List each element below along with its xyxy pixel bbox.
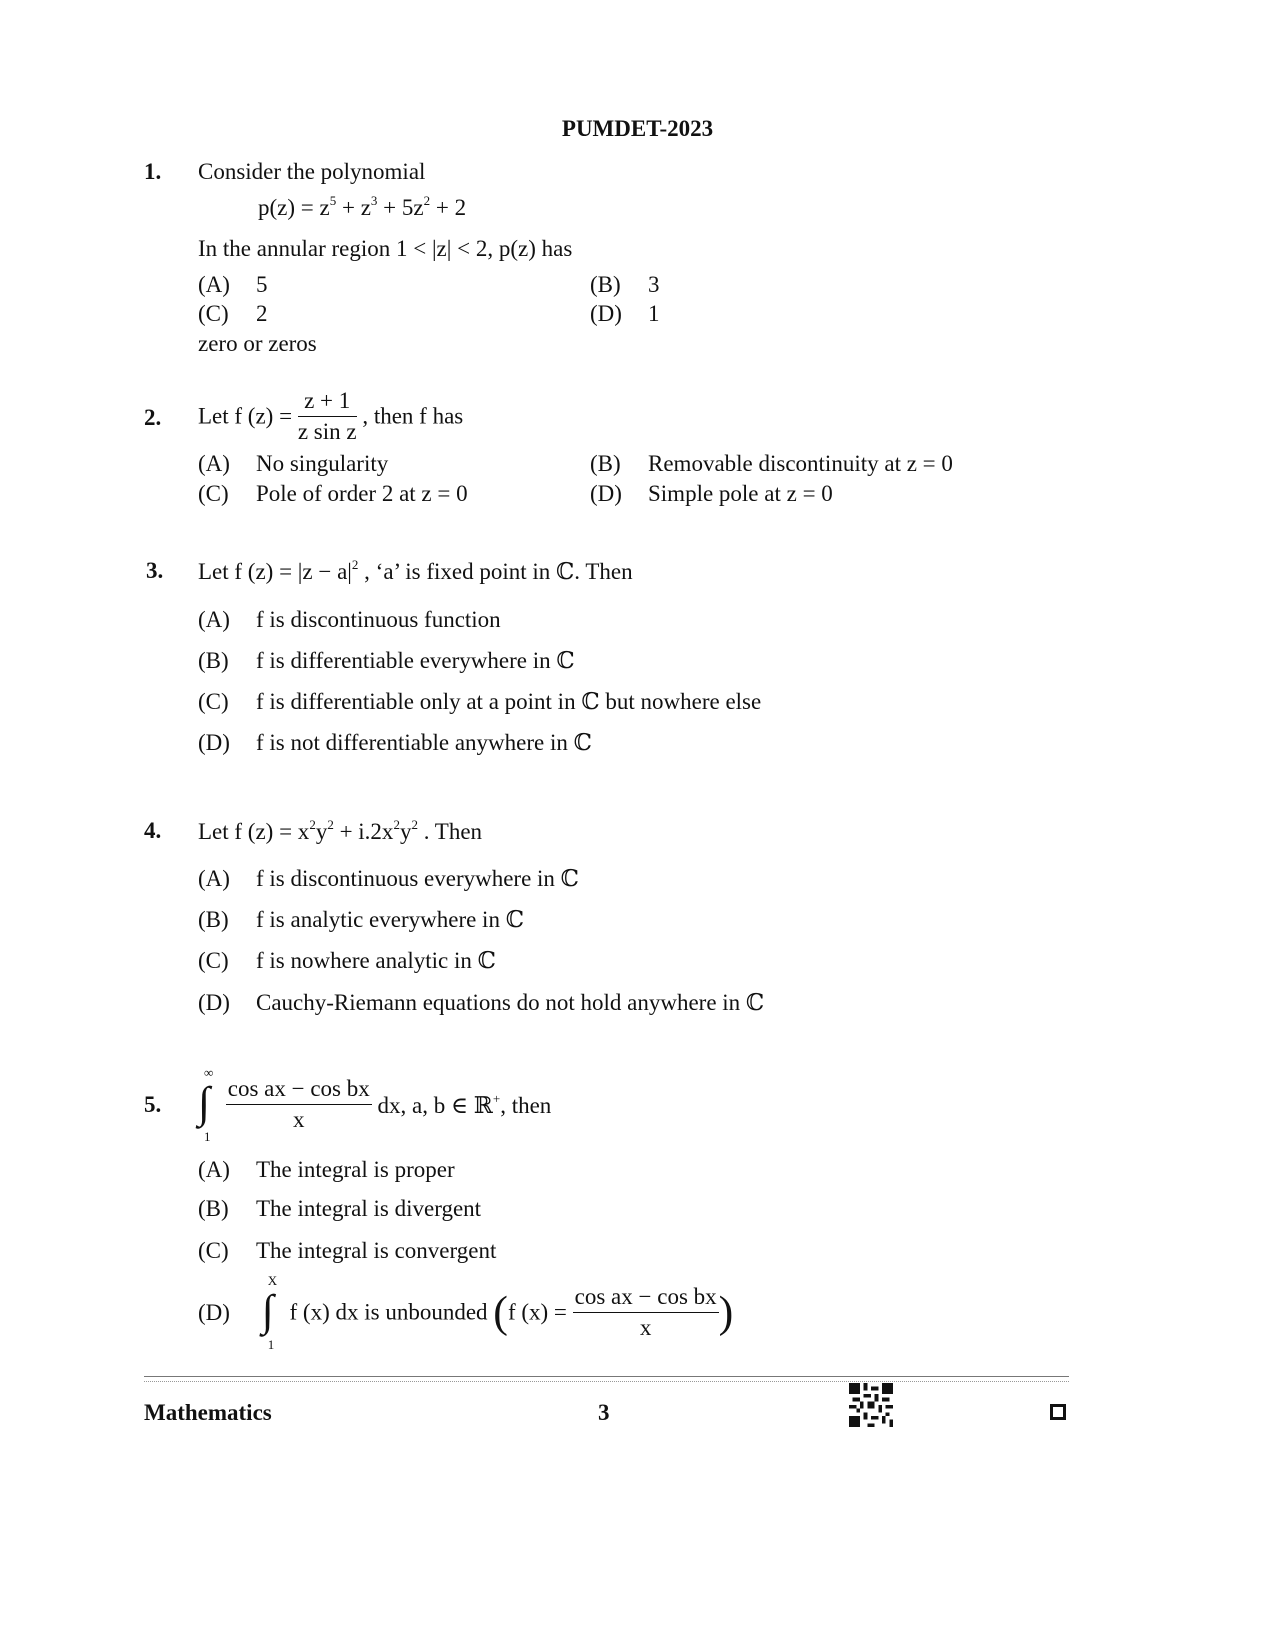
option-a[interactable]: (A) The integral is proper [198,1157,455,1182]
polynomial-formula: $p(z) = z^5 + z^3 + 5z^2 + 2$ [258,193,467,220]
fraction: $\frac{\text{cos ax − cos bx}}{x}$ [574,1284,717,1340]
fraction: $\frac{z + 1}{\text{z sin z}}$ [297,388,357,444]
question-stem-2: In the annular region 1 < |z| < 2, p(z) has [198,236,573,261]
question-number: 4. [144,818,162,843]
page-number: 3 [598,1400,610,1425]
qr-code-icon [848,1383,894,1427]
option-c[interactable]: (C) The integral is convergent [198,1238,497,1263]
option-a[interactable]: (A) f is discontinuous everywhere in ℂ [198,866,579,891]
question-stem: Let f $(z) = |z - a|^2$ , ‘a’ is fixed point in ℂ. Then [198,557,633,584]
option-d[interactable]: (D) Cauchy-Riemann equations do not hold anywhere in ℂ [198,990,765,1015]
option-d[interactable]: (D) Simple pole at z = 0 [590,481,833,506]
integral-sign: ∞ ∫ 1 [198,1064,214,1144]
option-d[interactable]: (D) X ∫ 1 f (x) dx is unbounded (f (x) = $\frac{\text{cos ax − cos bx}}{x}$ ) [198,1272,734,1352]
question-number: 2. [144,405,162,430]
option-b[interactable]: (B) 3 [590,272,660,297]
option-c[interactable]: (C) Pole of order 2 at z = 0 [198,481,468,506]
corner-marker [1050,1404,1066,1420]
option-c[interactable]: (C) f is nowhere analytic in ℂ [198,948,496,973]
question-number: 3. [146,558,164,583]
option-b[interactable]: (B) The integral is divergent [198,1196,482,1221]
option-a[interactable]: (A) 5 [198,272,268,297]
fraction: $\frac{\text{cos ax − cos bx}}{x}$ [227,1076,370,1132]
footer-rule [144,1376,1069,1382]
footer-subject: Mathematics [144,1400,272,1425]
option-d[interactable]: (D) 1 [590,301,660,326]
option-a[interactable]: (A) f is discontinuous function [198,607,501,632]
option-b[interactable]: (B) f is differentiable everywhere in ℂ [198,648,575,673]
question-stem: Let f (z) = $\frac{z + 1}{\text{z sin z}}$ , then f has [198,386,463,447]
integral-sign: X ∫ 1 [261,1272,278,1352]
question-stem: ∞ ∫ 1 $\frac{\text{cos ax − cos bx}}{x}$ dx, a, b ∈ ℝ+, then [198,1064,552,1144]
option-c[interactable]: (C) f is differentiable only at a point in ℂ but nowhere else [198,689,762,714]
option-a[interactable]: (A) No singularity [198,451,389,476]
question-number: 1. [144,159,162,184]
question-stem: Let f $(z) = x^2y^2 + i.2x^2y^2$ . Then [198,817,483,844]
option-b[interactable]: (B) f is analytic everywhere in ℂ [198,907,525,932]
question-tail: zero or zeros [198,331,317,356]
exam-header: PUMDET-2023 [561,116,714,141]
option-d[interactable]: (D) f is not differentiable anywhere in ℂ [198,730,592,755]
question-stem: Consider the polynomial [198,159,426,184]
question-number: 5. [144,1092,162,1117]
option-b[interactable]: (B) Removable discontinuity at z = 0 [590,451,953,476]
option-c[interactable]: (C) 2 [198,301,268,326]
